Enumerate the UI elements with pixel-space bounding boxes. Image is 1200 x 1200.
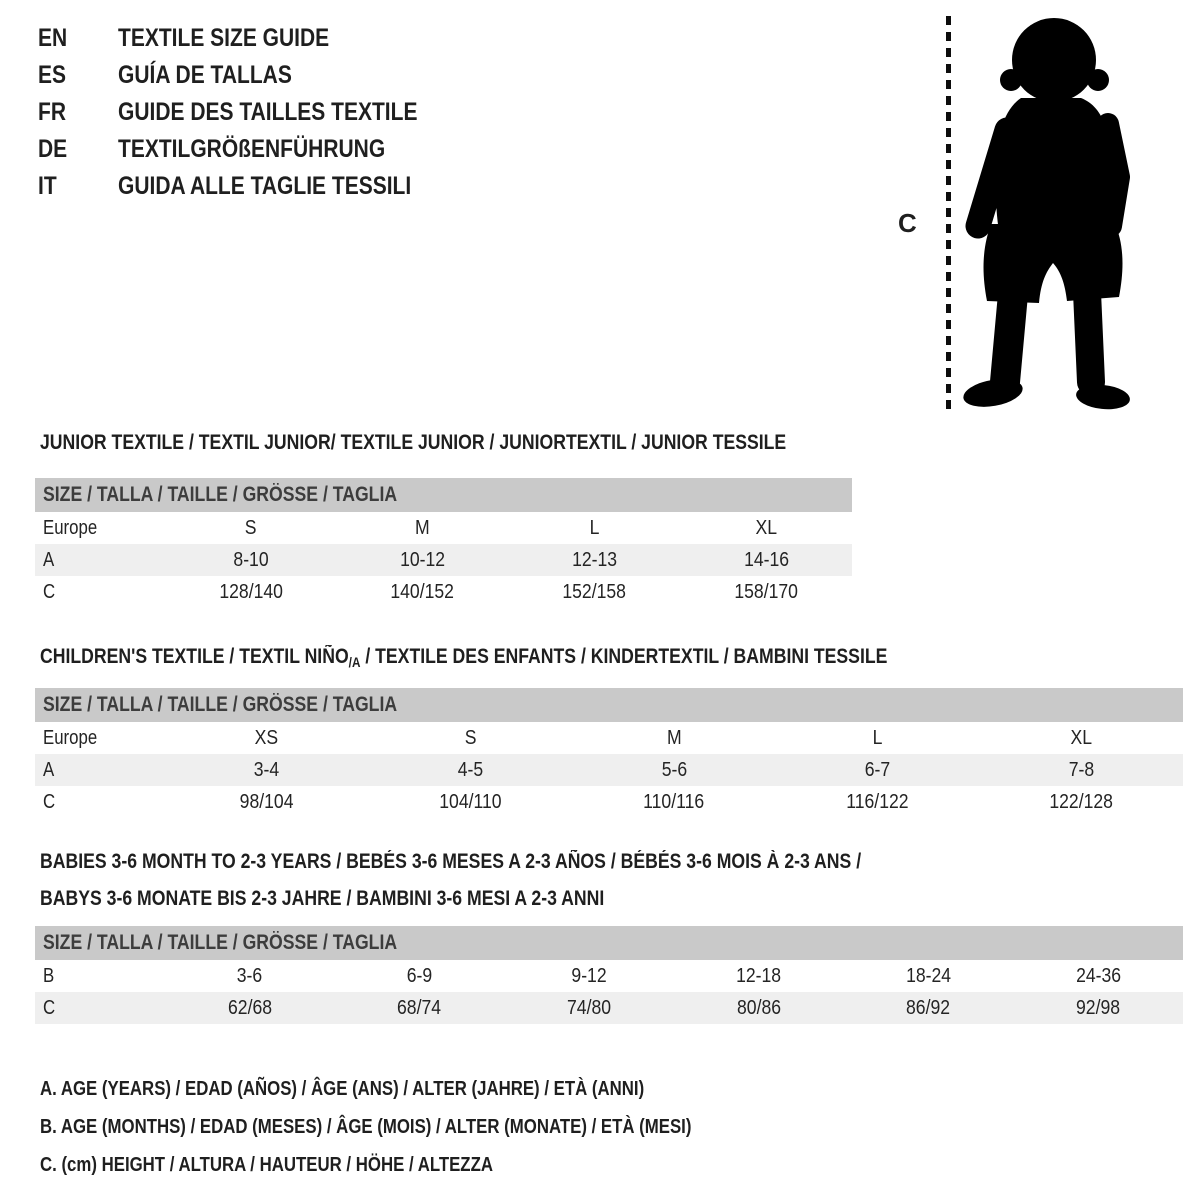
size-header-bar: SIZE / TALLA / TAILLE / GRÖSSE / TAGLIA [35, 926, 1183, 960]
size-header-bar: SIZE / TALLA / TAILLE / GRÖSSE / TAGLIA [35, 478, 852, 512]
table-cell: 104/110 [439, 791, 502, 813]
table-cell: 122/128 [1049, 791, 1113, 813]
babies-section-title: BABIES 3-6 MONTH TO 2-3 YEARS / BEBÉS 3-6 MESES A 2-3 AÑOS / BÉBÉS 3-6 MOIS À 2-3 ANS / BABYS 3-6 MONATE BIS 2-3 JAHRE / BAMBINI 3-6 MESI A 2-3 ANNI [40, 850, 862, 910]
table-cell: M [666, 727, 682, 749]
table-cell: S [245, 517, 257, 539]
table-cell: 6-7 [864, 759, 891, 781]
table-cell: 140/152 [390, 581, 455, 603]
nino-a-subscript: /A [348, 654, 361, 670]
table-cell: 18-24 [906, 965, 952, 987]
language-row [38, 20, 475, 57]
table-cell: 98/104 [239, 791, 294, 813]
table-cell: 110/116 [643, 791, 705, 813]
table-cell: XL [755, 517, 777, 539]
language-code: DE [38, 135, 68, 163]
table-cell: 9-12 [571, 965, 607, 987]
row-label: C [43, 997, 56, 1019]
row-label: A [43, 549, 55, 571]
table-cell: 158/170 [734, 581, 798, 603]
language-title: TEXTILE SIZE GUIDE [118, 24, 330, 52]
table-cell: 8-10 [233, 549, 269, 571]
row-label: Europe [43, 517, 98, 539]
table-cell: XS [255, 727, 279, 749]
legend-line-b: B. AGE (MONTHS) / EDAD (MESES) / ÂGE (MOIS) / ALTER (MONATE) / ETÀ (MESI) [40, 1116, 692, 1138]
children-size-table [35, 688, 1183, 818]
table-cell: 12-18 [736, 965, 782, 987]
language-code: IT [38, 172, 57, 200]
table-cell: 7-8 [1068, 759, 1094, 781]
table-cell: 128/140 [219, 581, 283, 603]
table-cell: 6-9 [406, 965, 433, 987]
language-title: GUÍA DE TALLAS [118, 61, 292, 89]
table-cell: 5-6 [661, 759, 687, 781]
table-cell: 62/68 [227, 997, 272, 1019]
height-dashed-line [946, 16, 951, 416]
language-row [38, 168, 475, 205]
junior-section-title: JUNIOR TEXTILE / TEXTIL JUNIOR/ TEXTILE JUNIOR / JUNIORTEXTIL / JUNIOR TESSILE [40, 431, 787, 454]
table-row [35, 722, 1183, 754]
table-cell: 3-4 [254, 759, 280, 781]
row-label: A [43, 759, 55, 781]
table-cell: M [415, 517, 430, 539]
row-label: C [43, 791, 56, 813]
language-code: EN [38, 24, 68, 52]
table-cell: 3-6 [237, 965, 263, 987]
table-cell: L [589, 517, 600, 539]
legend-line-c: C. (cm) HEIGHT / ALTURA / HAUTEUR / HÖHE / ALTEZZA [40, 1154, 493, 1176]
table-cell: 4-5 [457, 759, 484, 781]
table-cell: L [872, 727, 883, 749]
table-cell: 68/74 [397, 997, 442, 1019]
table-cell: 116/122 [846, 791, 909, 813]
table-cell: 10-12 [400, 549, 446, 571]
table-row [35, 544, 852, 576]
row-label: Europe [43, 727, 98, 749]
children-section-title: CHILDREN'S TEXTILE / TEXTIL NIÑO/A / TEXTILE DES ENFANTS / KINDERTEXTIL / BAMBINI TESSILE [40, 645, 888, 670]
junior-size-table [35, 478, 852, 608]
table-cell: XL [1070, 727, 1092, 749]
language-code: ES [38, 61, 67, 89]
language-row [38, 94, 475, 131]
row-label: C [43, 581, 56, 603]
language-title: TEXTILGRÖßENFÜHRUNG [118, 135, 386, 163]
table-row [35, 512, 852, 544]
table-row [35, 754, 1183, 786]
table-cell: 74/80 [567, 997, 612, 1019]
language-title-list [38, 20, 475, 205]
table-cell: 24-36 [1075, 965, 1121, 987]
size-header-bar: SIZE / TALLA / TAILLE / GRÖSSE / TAGLIA [35, 688, 1183, 722]
height-measure-label: C [898, 208, 917, 238]
table-row [35, 786, 1183, 818]
table-row [35, 576, 852, 608]
measurement-legend [40, 1070, 816, 1184]
table-cell: 152/158 [562, 581, 627, 603]
table-cell: 12-13 [571, 549, 617, 571]
table-cell: S [464, 727, 477, 749]
language-title: GUIDE DES TAILLES TEXTILE [118, 98, 418, 126]
language-row [38, 131, 475, 168]
table-cell: 80/86 [736, 997, 781, 1019]
table-cell: 86/92 [906, 997, 951, 1019]
language-row [38, 57, 475, 94]
table-cell: 14-16 [743, 549, 789, 571]
legend-line-a: A. AGE (YEARS) / EDAD (AÑOS) / ÂGE (ANS) / ALTER (JAHRE) / ETÀ (ANNI) [40, 1078, 645, 1100]
table-row [35, 960, 1183, 992]
language-title: GUIDA ALLE TAGLIE TESSILI [118, 172, 412, 200]
toddler-silhouette-icon [960, 14, 1138, 418]
row-label: B [43, 965, 55, 987]
babies-size-table [35, 926, 1183, 1024]
table-row [35, 992, 1183, 1024]
table-cell: 92/98 [1076, 997, 1121, 1019]
language-code: FR [38, 98, 66, 126]
